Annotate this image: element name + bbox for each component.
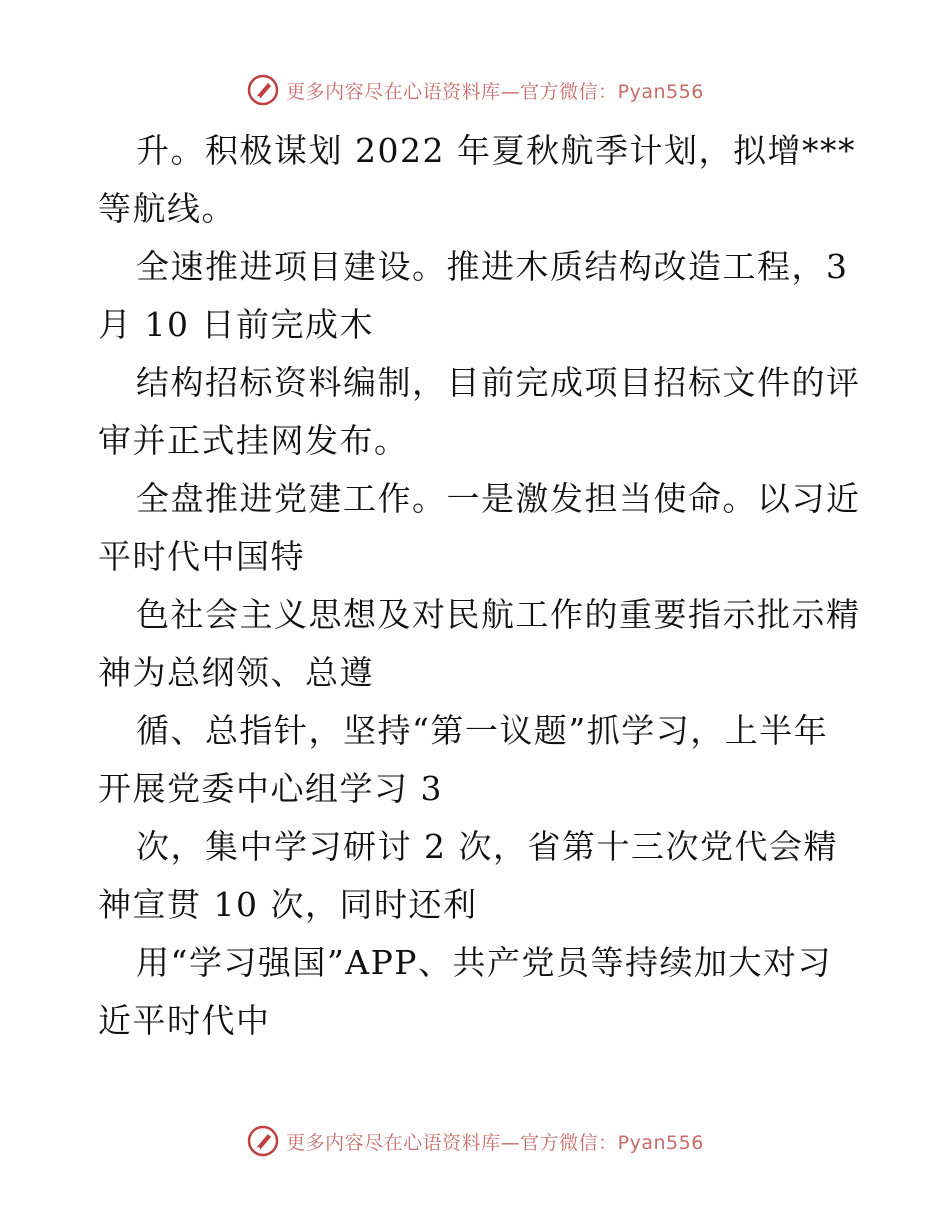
footer-watermark: [0, 1121, 950, 1161]
text-line: 循、总指针，坚持“第一议题”抓学习，上半年: [136, 711, 829, 750]
text-line: 用“学习强国”APP、共产党员等持续加大对习: [136, 943, 832, 982]
document-body: [98, 122, 861, 1050]
text-line: 审并正式挂网发布。: [98, 421, 409, 460]
text-line: 色社会主义思想及对民航工作的重要指示批示精: [136, 595, 861, 634]
text-line: 开展党委中心组学习 3: [98, 769, 443, 808]
pen-nib-seal-icon: [246, 1124, 280, 1158]
header-watermark: [0, 70, 950, 110]
text-line: 平时代中国特: [98, 537, 305, 576]
text-line: 全盘推进党建工作。一是激发担当使命。以习近: [136, 479, 861, 518]
text-line: 等航线。: [98, 189, 236, 228]
text-line: 升。积极谋划 2022 年夏秋航季计划，拟增***: [136, 131, 856, 170]
text-line: 神宣贯 10 次，同时还利: [98, 885, 478, 924]
text-line: 神为总纲领、总遵: [98, 653, 374, 692]
watermark-text: 更多内容尽在心语资料库—官方微信：Pyan556: [286, 80, 704, 103]
text-line: 近平时代中: [98, 1001, 271, 1040]
pen-nib-seal-icon: [246, 73, 280, 107]
watermark-text: 更多内容尽在心语资料库—官方微信：Pyan556: [286, 1131, 704, 1154]
text-line: 结构招标资料编制，目前完成项目招标文件的评: [136, 363, 861, 402]
text-line: 全速推进项目建设。推进木质结构改造工程，3: [136, 247, 849, 286]
text-line: 次，集中学习研讨 2 次，省第十三次党代会精: [136, 827, 838, 866]
text-line: 月 10 日前完成木: [98, 305, 374, 344]
